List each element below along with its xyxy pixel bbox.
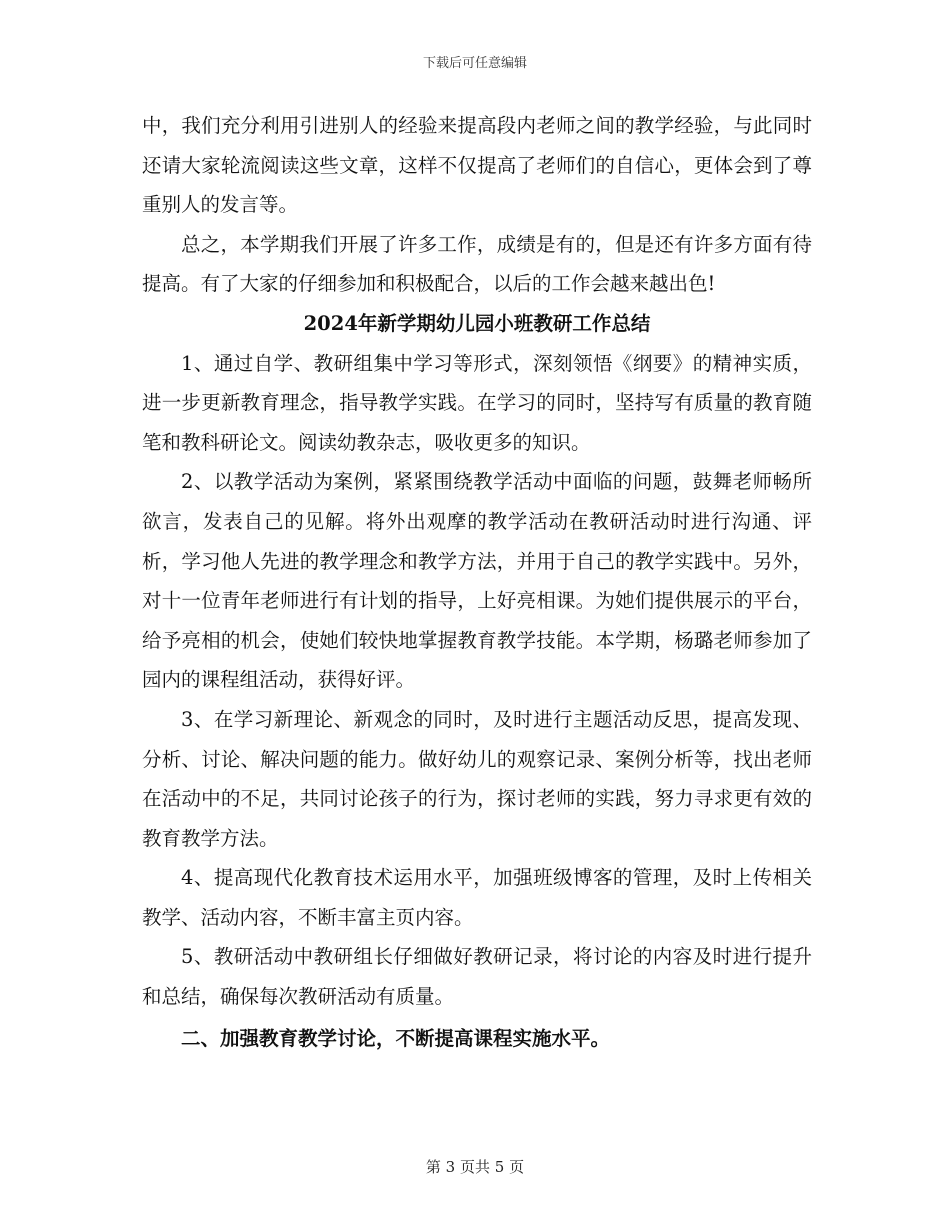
section-heading-2: 二、加强教育教学讨论，不断提高课程实施水平。 <box>181 1026 611 1050</box>
page-header: 下载后可任意编辑 <box>422 56 527 71</box>
paragraph-continued: 中，我们充分利用引进别人的经验来提高段内老师之间的教学经验，与此同时还请大家轮流阅读这些文章，这样不仅提高了老师们的自信心，更体会到了尊重别人的发言等。 <box>142 114 812 217</box>
list-item-2: 2、以教学活动为案例，紧紧围绕教学活动中面临的问题，鼓舞老师畅所欲言，发表自己的见解。将外出观摩的教学活动在教研活动时进行沟通、评析，学习他人先进的教学理念和教学方法，并用于自己的教学实践中。另外，对十一位青年老师进行有计划的指导，上好亮相课。为她们提供展示的平台，给予亮相的机会，使她们较快地掌握教育教学技能。本学期，杨璐老师参加了园内的课程组活动，获得好评。 <box>142 470 812 692</box>
page-footer: 第 3 页共 5 页 <box>425 1158 525 1176</box>
list-item-3: 3、在学习新理论、新观念的同时，及时进行主题活动反思，提高发现、分析、讨论、解决问题的能力。做好幼儿的观察记录、案例分析等，找出老师在活动中的不足，共同讨论孩子的行为，探讨老师的实践，努力寻求更有效的教育教学方法。 <box>142 707 812 850</box>
list-item-1: 1、通过自学、教研组集中学习等形式，深刻领悟《纲要》的精神实质，进一步更新教育理念，指导教学实践。在学习的同时，坚持写有质量的教育随笔和教科研论文。阅读幼教杂志，吸收更多的知识。 <box>142 351 812 454</box>
document-body <box>142 106 812 1058</box>
list-item-4: 4、提高现代化教育技术运用水平，加强班级博客的管理，及时上传相关教学、活动内容，不断丰富主页内容。 <box>142 866 812 929</box>
document-title: 2024年新学期幼儿园小班教研工作总结 <box>303 311 651 335</box>
paragraph-summary: 总之，本学期我们开展了许多工作，成绩是有的，但是还有许多方面有待提高。有了大家的仔细参加和积极配合，以后的工作会越来越出色! <box>142 232 812 296</box>
list-item-5: 5、教研活动中教研组长仔细做好教研记录，将讨论的内容及时进行提升和总结，确保每次教研活动有质量。 <box>142 945 812 1009</box>
